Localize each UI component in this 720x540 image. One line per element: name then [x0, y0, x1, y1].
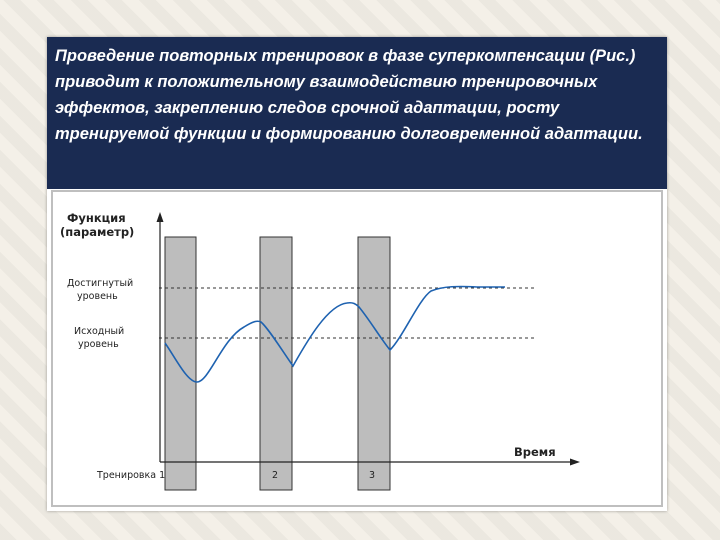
caption-text: Проведение повторных тренировок в фазе суперкомпенсации (Рис.) приводит к положительному взаимодействию тренировочных эффектов, закреплению следов срочной адаптации, росту тренируемой функции и формированию долговременной адаптации. — [47, 37, 667, 189]
training-bar-1 — [165, 237, 196, 490]
y-axis-label-line1: Функция — [67, 211, 126, 225]
function-curve — [165, 286, 505, 382]
y-axis-label-line2: (параметр) — [60, 225, 135, 239]
training-1-label: Тренировка 1 — [97, 470, 166, 481]
training-bar-3 — [358, 237, 390, 490]
supercompensation-diagram — [47, 37, 667, 511]
training-3-label: 3 — [369, 470, 376, 481]
initial-level-label-line2: уровень — [78, 339, 119, 350]
x-axis-arrow — [570, 459, 580, 466]
initial-level-label-line1: Исходный — [74, 326, 125, 337]
achieved-level-label-line2: уровень — [77, 291, 118, 302]
training-bar-2 — [260, 237, 292, 490]
x-axis-label: Время — [514, 445, 556, 459]
y-axis-arrow — [157, 212, 164, 222]
achieved-level-label-line1: Достигнутый — [67, 278, 134, 289]
training-2-label: 2 — [272, 470, 279, 481]
